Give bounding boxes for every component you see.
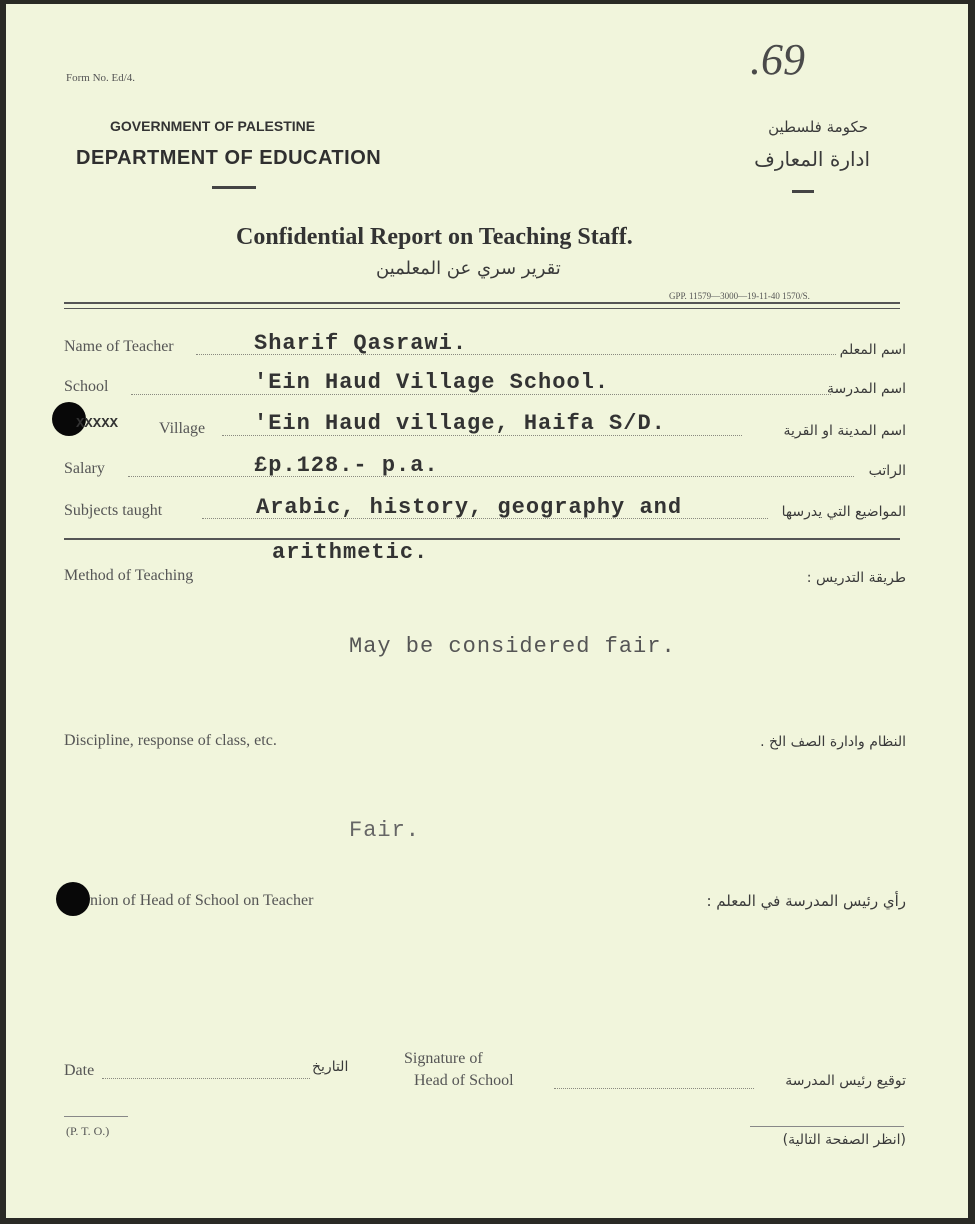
teacher-name-label: Name of Teacher — [64, 338, 174, 355]
pto-rule — [64, 1116, 128, 1117]
government-title-ar: حكومة فلسطين — [768, 118, 868, 136]
method-label-ar: طريقة التدريس : — [806, 570, 906, 586]
header-dash-right — [792, 190, 814, 193]
pto-ar-rule — [750, 1126, 904, 1127]
fields-rule — [64, 538, 900, 540]
report-title: Confidential Report on Teaching Staff. — [236, 224, 633, 250]
salary-label-ar: الراتب — [868, 463, 906, 479]
village-label-ar: اسم المدينة او القرية — [783, 423, 906, 439]
teacher-name-value: Sharif Qasrawi. — [254, 331, 468, 356]
signature-label-ar: توقيع رئيس المدرسة — [785, 1073, 906, 1089]
method-label: Method of Teaching — [64, 567, 194, 584]
form-number: Form No. Ed/4. — [66, 72, 136, 84]
opinion-label: nion of Head of School on Teacher — [90, 892, 314, 909]
discipline-value: Fair. — [349, 818, 421, 843]
date-label-ar: التاريخ — [312, 1059, 349, 1075]
report-title-ar: تقرير سري عن المعلمين — [376, 258, 561, 279]
department-title-ar: ادارة المعارف — [754, 147, 870, 171]
report-form — [6, 4, 968, 1218]
discipline-label: Discipline, response of class, etc. — [64, 732, 277, 749]
school-label: School — [64, 378, 109, 395]
subjects-label-ar: المواضيع التي يدرسها — [781, 504, 906, 520]
village-label: Village — [159, 420, 206, 437]
government-title: GOVERNMENT OF PALESTINE — [110, 118, 316, 134]
salary-line — [128, 476, 854, 477]
method-value: May be considered fair. — [349, 634, 676, 659]
signature-label-line1: Signature of — [404, 1050, 483, 1067]
signature-label-line2: Head of School — [414, 1072, 514, 1089]
salary-label: Salary — [64, 460, 105, 477]
subjects-value-line1: Arabic, history, geography and — [256, 495, 683, 520]
school-value: 'Ein Haud Village School. — [254, 370, 610, 395]
salary-value: £p.128.- p.a. — [254, 453, 439, 478]
struck-label: XXXXX — [76, 416, 119, 432]
department-title: DEPARTMENT OF EDUCATION — [76, 147, 382, 169]
folio-number: .69 — [750, 35, 805, 84]
print-code: GPP. 11579—3000—19-11-40 1570/S. — [669, 291, 810, 301]
village-value: 'Ein Haud village, Haifa S/D. — [254, 411, 666, 436]
pto-label-ar: (انظر الصفحة التالية) — [782, 1132, 906, 1148]
signature-line — [554, 1088, 754, 1089]
subjects-value-line2: arithmetic. — [272, 540, 429, 565]
pto-label: (P. T. O.) — [66, 1124, 110, 1138]
header-rule-bottom — [64, 308, 900, 309]
date-line — [102, 1078, 310, 1079]
date-label: Date — [64, 1062, 95, 1079]
header-rule-top — [64, 302, 900, 304]
punch-hole-bottom — [56, 882, 90, 916]
header-dash-left — [212, 186, 256, 189]
teacher-name-label-ar: اسم المعلم — [839, 342, 906, 358]
school-label-ar: اسم المدرسة — [827, 381, 906, 397]
subjects-label: Subjects taught — [64, 502, 163, 519]
opinion-label-ar: رأي رئيس المدرسة في المعلم : — [706, 892, 906, 910]
discipline-label-ar: النظام وادارة الصف الخ . — [760, 734, 906, 750]
